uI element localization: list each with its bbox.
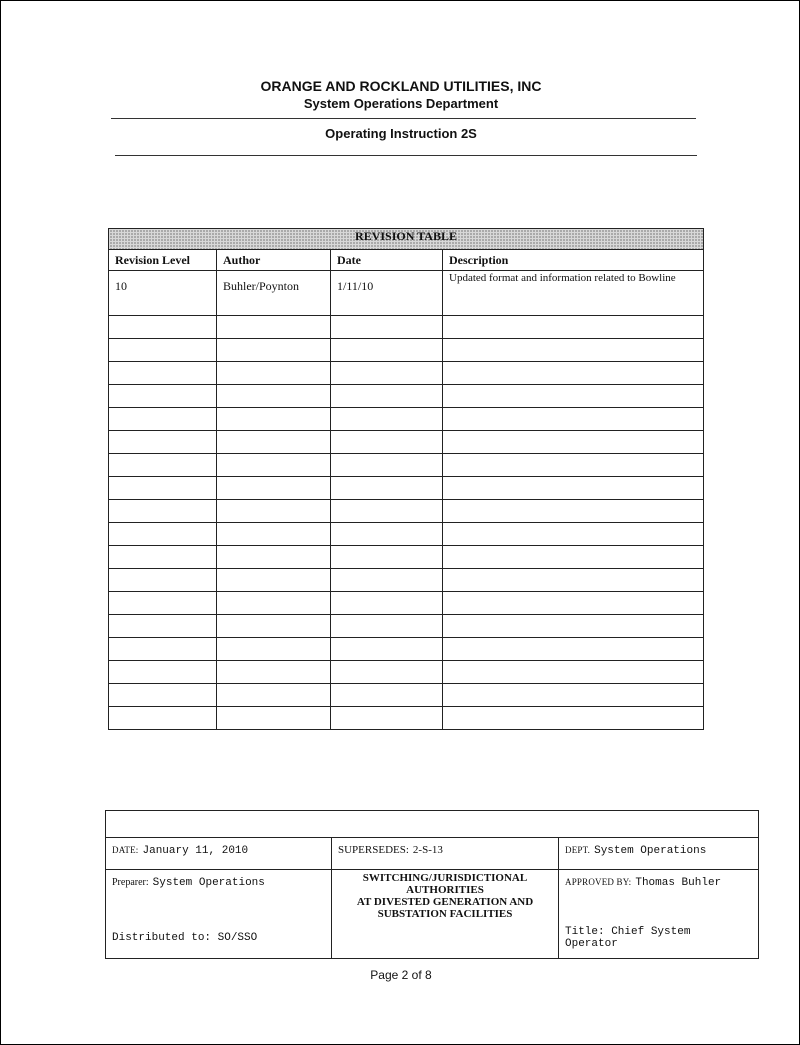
revision-table-title: REVISION TABLE [109,229,704,250]
supersedes-value: 2-S-13 [412,844,443,856]
blank-row [109,500,704,523]
approved-cell [559,870,759,959]
dept-cell [559,838,759,870]
blank-row [109,707,704,730]
dept-label: DEPT. [565,845,591,855]
column-header-revision-level: Revision Level [109,250,217,271]
dept-value: System Operations [594,845,707,857]
table-row [109,271,704,316]
column-header-description: Description [443,250,704,271]
blank-row [109,661,704,684]
title-line-3: AT DIVESTED GENERATION AND [356,896,534,908]
blank-row [109,684,704,707]
approved-value: Thomas Buhler [635,877,722,889]
blank-row [109,385,704,408]
preparer-cell [106,870,332,959]
cell-author: Buhler/Poynton [217,271,331,316]
blank-row [109,408,704,431]
revision-table-container [108,228,703,726]
revision-table [108,228,704,730]
column-header-author: Author [217,250,331,271]
footer-blank-row [106,811,759,838]
footer-table [105,810,759,959]
blank-row [109,592,704,615]
blank-row [109,362,704,385]
blank-row [109,546,704,569]
blank-row [109,638,704,661]
blank-row [109,477,704,500]
header-rule-top [111,118,696,119]
header-rule-bottom [115,155,697,156]
approver-title: Title: Chief System Operator [565,926,691,950]
title-line-1: SWITCHING/JURISDICTIONAL [362,872,528,884]
cell-revision-level: 10 [109,271,217,316]
blank-row [109,431,704,454]
supersedes-cell [332,838,559,870]
preparer-label: Preparer: [112,877,149,888]
revision-table-title-row [109,229,704,250]
title-cell [332,870,559,959]
department-name: System Operations Department [303,96,499,111]
column-header-date: Date [331,250,443,271]
cell-date: 1/11/10 [331,271,443,316]
blank-row [109,339,704,362]
date-value: January 11, 2010 [142,845,249,857]
cell-description: Updated format and information related to Bowline [443,271,704,316]
blank-row [109,454,704,477]
revision-table-header-row [109,250,704,271]
blank-row [109,615,704,638]
instruction-title: Operating Instruction 2S [325,126,477,141]
date-label: DATE: [112,845,139,855]
date-cell [106,838,332,870]
footer-block [105,810,758,964]
title-line-4: SUBSTATION FACILITIES [377,908,513,920]
approved-label: APPROVED BY: [565,877,632,887]
footer-info-row [106,838,759,870]
company-name: ORANGE AND ROCKLAND UTILITIES, INC [260,78,542,94]
blank-row [109,316,704,339]
supersedes-label: SUPERSEDES: [338,844,409,856]
distributed-to: Distributed to: SO/SSO [112,932,258,944]
title-line-2: AUTHORITIES [406,884,484,896]
blank-row [109,523,704,546]
blank-row [109,569,704,592]
preparer-value: System Operations [152,877,265,889]
footer-detail-row [106,870,759,959]
page-number: Page 2 of 8 [370,968,432,982]
